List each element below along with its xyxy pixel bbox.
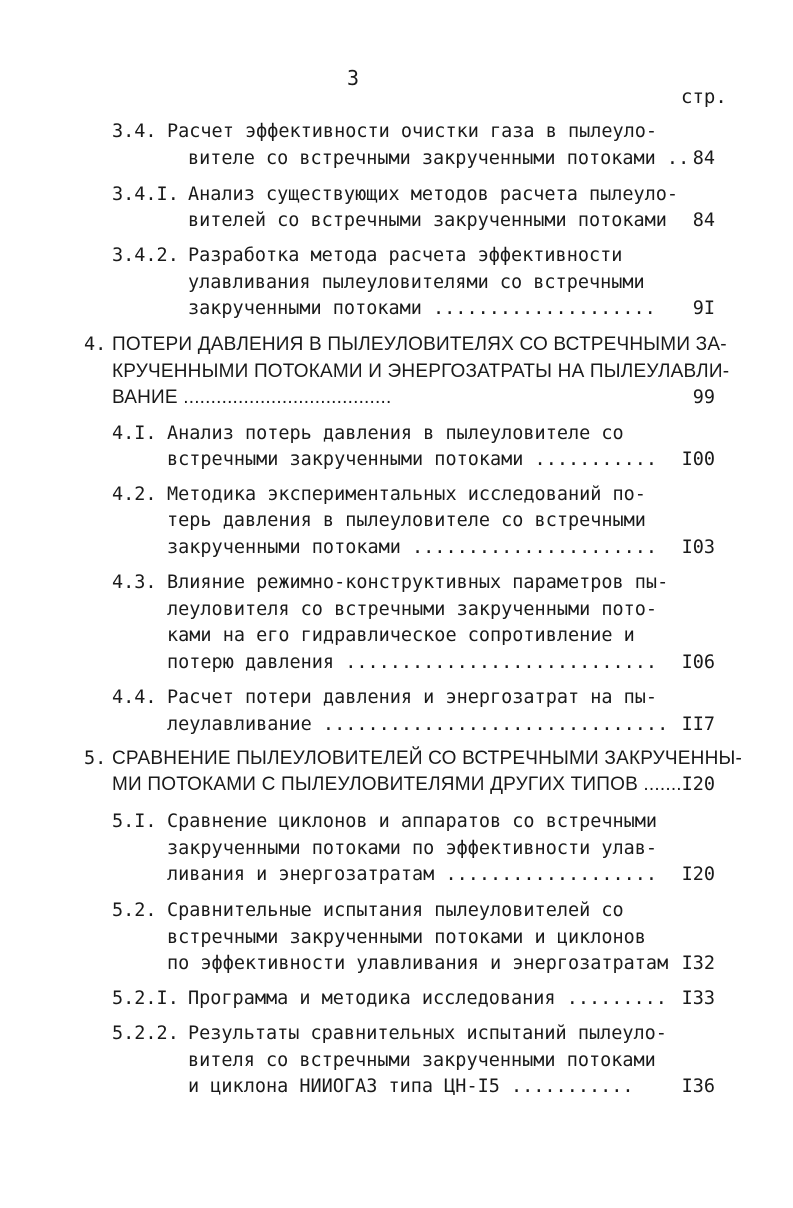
entry-line: Анализ потерь давления в пылеуловителе со xyxy=(167,423,624,444)
entry-line: вителе со встречными закрученными потоками .. xyxy=(188,148,690,169)
entry-number: 4. xyxy=(84,334,107,355)
page-number: 3 xyxy=(347,66,360,90)
entry-line: Расчет потери давления и энергозатрат на пы- xyxy=(167,687,658,708)
entry-line: Расчет эффективности очистки газа в пылеуло- xyxy=(167,121,658,142)
entry-line: закрученными потоками ...................... xyxy=(167,537,658,558)
entry-page: I20 xyxy=(681,774,715,795)
entry-page: I00 xyxy=(681,449,715,470)
entry-number: 5.2.2. xyxy=(112,1023,179,1044)
entry-page: I32 xyxy=(681,953,715,974)
entry-number: 5. xyxy=(84,748,107,769)
entry-number: 5.2. xyxy=(112,900,157,921)
entry-number: 4.4. xyxy=(112,687,157,708)
entry-number: 5.2.I. xyxy=(112,988,179,1009)
entry-line: Программа и методика исследования ......... xyxy=(188,988,667,1009)
entry-line: Сравнительные испытания пылеуловителей со xyxy=(167,900,624,921)
entry-line: Сравнение циклонов и аппаратов со встречными xyxy=(167,811,658,832)
entry-line: ПОТЕРИ ДАВЛЕНИЯ В ПЫЛЕУЛОВИТЕЛЯХ СО ВСТРЕЧНЫМИ ЗА- xyxy=(112,334,727,355)
entry-page: 84 xyxy=(692,148,715,169)
entry-number: 3.4.2. xyxy=(112,245,179,266)
entry-page: I06 xyxy=(681,652,715,673)
entry-number: 4.I. xyxy=(112,423,157,444)
entry-number: 4.3. xyxy=(112,572,157,593)
entry-page: I20 xyxy=(681,864,715,885)
entry-line: вителей со встречными закрученными потоками xyxy=(188,210,667,231)
entry-line: ВАНИЕ ...................................... xyxy=(112,387,392,408)
entry-number: 3.4.I. xyxy=(112,184,179,205)
entry-number: 4.2. xyxy=(112,484,157,505)
entry-page: 84 xyxy=(692,210,715,231)
entry-line: закрученными потоками по эффективности улав- xyxy=(167,838,658,859)
entry-line: вителя со встречными закрученными потоками xyxy=(188,1050,656,1071)
entry-line: закрученными потоками .................... xyxy=(188,298,656,319)
entry-line: СРАВНЕНИЕ ПЫЛЕУЛОВИТЕЛЕЙ СО ВСТРЕЧНЫМИ ЗАКРУЧЕННЫ- xyxy=(112,748,743,769)
entry-number: 5.I. xyxy=(112,811,157,832)
entry-line: леуловителя со встречными закрученными пото- xyxy=(167,599,658,620)
entry-line: терь давления в пылеуловителе со встречными xyxy=(167,510,646,531)
entry-line: Разработка метода расчета эффективности xyxy=(188,245,623,266)
entry-line: улавливания пылеуловителями со встречными xyxy=(188,272,645,293)
entry-page: I03 xyxy=(681,537,715,558)
entry-line: встречными закрученными потоками и циклонов xyxy=(167,927,646,948)
entry-line: ливания и энергозатратам ................... xyxy=(167,864,658,885)
entry-page: 9I xyxy=(692,298,715,319)
entry-line: Анализ существующих методов расчета пылеуло- xyxy=(188,184,679,205)
entry-line: МИ ПОТОКАМИ С ПЫЛЕУЛОВИТЕЛЯМИ ДРУГИХ ТИПОВ ....... xyxy=(112,774,682,795)
entry-line: Результаты сравнительных испытаний пылеуло- xyxy=(188,1023,667,1044)
entry-line: по эффективности улавливания и энергозатратам xyxy=(167,953,669,974)
pages-column-label: стр. xyxy=(681,86,727,108)
entry-line: потерю давления ............................ xyxy=(167,652,658,673)
entry-page: I36 xyxy=(681,1076,715,1097)
entry-line: и циклона НИИОГАЗ типа ЦН-I5 ........... xyxy=(188,1076,634,1097)
entry-line: леулавливание ............................... xyxy=(167,714,669,735)
entry-line: КРУЧЕННЫМИ ПОТОКАМИ И ЭНЕРГОЗАТРАТЫ НА ПЫЛЕУЛАВЛИ- xyxy=(112,361,730,382)
entry-page: II7 xyxy=(681,714,715,735)
entry-line: Влияние режимно-конструктивных параметров пы- xyxy=(167,572,669,593)
entry-line: ками на его гидравлическое сопротивление и xyxy=(167,625,635,646)
entry-page: 99 xyxy=(692,387,715,408)
entry-line: Методика экспериментальных исследований по- xyxy=(167,484,646,505)
entry-line: встречными закрученными потоками ........... xyxy=(167,449,658,470)
entry-page: I33 xyxy=(681,988,715,1009)
entry-number: 3.4. xyxy=(112,121,157,142)
